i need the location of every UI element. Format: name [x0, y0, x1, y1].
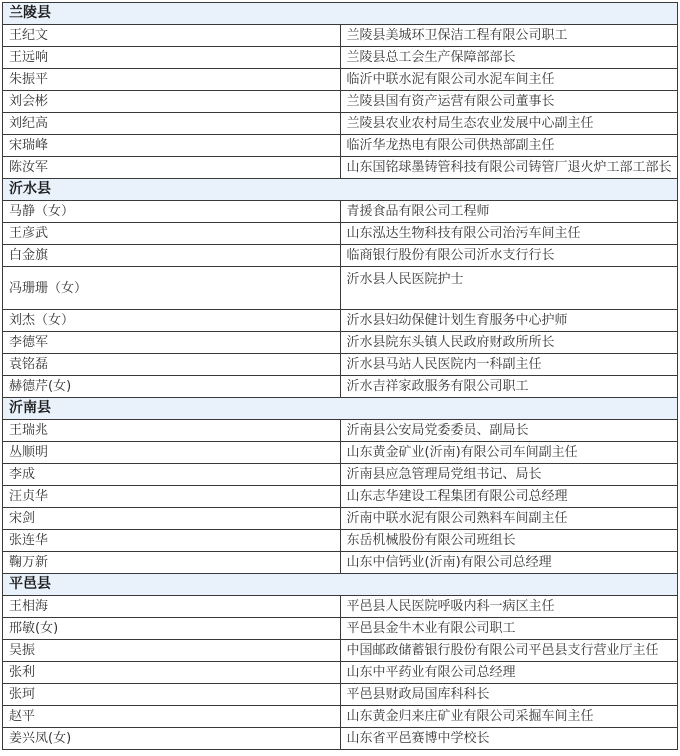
table-row [3, 486, 678, 508]
person-name: 王远响 [3, 47, 341, 69]
person-name: 张利 [3, 662, 341, 684]
table-row [3, 684, 678, 706]
table-row [3, 223, 678, 245]
table-row [3, 530, 678, 552]
table-row [3, 508, 678, 530]
person-title: 山东省平邑赛博中学校长 [340, 728, 678, 750]
table-row [3, 442, 678, 464]
person-title: 兰陵县总工会生产保障部部长 [340, 47, 678, 69]
table-row [3, 25, 678, 47]
section-header-row [3, 398, 678, 420]
table-row [3, 157, 678, 179]
person-title: 青援食品有限公司工程师 [340, 201, 678, 223]
person-title: 山东黄金归来庄矿业有限公司采掘车间主任 [340, 706, 678, 728]
table-row [3, 596, 678, 618]
section-heading: 兰陵县 [3, 3, 678, 25]
person-title: 兰陵县农业农村局生态农业发展中心副主任 [340, 113, 678, 135]
person-title: 临商银行股份有限公司沂水支行行长 [340, 245, 678, 267]
person-name: 王相海 [3, 596, 341, 618]
table-row [3, 332, 678, 354]
person-name: 宋瑞峰 [3, 135, 341, 157]
person-name: 赵平 [3, 706, 341, 728]
person-title: 沂水吉祥家政服务有限公司职工 [340, 376, 678, 398]
person-name: 丛顺明 [3, 442, 341, 464]
table-row [3, 706, 678, 728]
person-name: 刘杰（女） [3, 310, 341, 332]
person-name: 李德军 [3, 332, 341, 354]
table-row [3, 201, 678, 223]
person-title: 山东黄金矿业(沂南)有限公司车间副主任 [340, 442, 678, 464]
person-title: 东岳机械股份有限公司班组长 [340, 530, 678, 552]
person-title: 山东泓达生物科技有限公司治污车间主任 [340, 223, 678, 245]
person-name: 张连华 [3, 530, 341, 552]
section-heading: 沂水县 [3, 179, 678, 201]
section-header-row [3, 3, 678, 25]
table-row [3, 113, 678, 135]
person-title: 沂水县人民医院护士 [340, 267, 678, 310]
person-name: 陈汝军 [3, 157, 341, 179]
person-name: 吴振 [3, 640, 341, 662]
person-name: 赫德芹(女) [3, 376, 341, 398]
table-row [3, 662, 678, 684]
person-title: 中国邮政储蓄银行股份有限公司平邑县支行营业厅主任 [340, 640, 678, 662]
person-title: 兰陵县美城环卫保洁工程有限公司职工 [340, 25, 678, 47]
person-name: 汪贞华 [3, 486, 341, 508]
person-title: 沂水县马站人民医院内一科副主任 [340, 354, 678, 376]
person-title: 沂水县院东头镇人民政府财政所所长 [340, 332, 678, 354]
section-header-row [3, 574, 678, 596]
person-name: 王纪文 [3, 25, 341, 47]
person-name: 白金旗 [3, 245, 341, 267]
honoree-table [2, 2, 678, 750]
person-name: 姜兴凤(女) [3, 728, 341, 750]
table-row [3, 69, 678, 91]
person-title: 平邑县人民医院呼吸内科一病区主任 [340, 596, 678, 618]
table-row [3, 728, 678, 750]
person-name: 邢敏(女) [3, 618, 341, 640]
person-name: 宋剑 [3, 508, 341, 530]
person-title: 山东志华建设工程集团有限公司总经理 [340, 486, 678, 508]
person-title: 沂南中联水泥有限公司熟料车间副主任 [340, 508, 678, 530]
table-row [3, 135, 678, 157]
table-row [3, 618, 678, 640]
person-title: 山东中信钙业(沂南)有限公司总经理 [340, 552, 678, 574]
person-name: 冯珊珊（女） [3, 267, 341, 310]
person-title: 山东国铭球墨铸管科技有限公司铸管厂退火炉工部工部长 [340, 157, 678, 179]
person-title: 沂南县公安局党委委员、副局长 [340, 420, 678, 442]
person-title: 沂南县应急管理局党组书记、局长 [340, 464, 678, 486]
person-name: 袁铭磊 [3, 354, 341, 376]
person-name: 刘纪高 [3, 113, 341, 135]
person-title: 临沂华龙热电有限公司供热部副主任 [340, 135, 678, 157]
person-name: 王瑞兆 [3, 420, 341, 442]
table-row [3, 310, 678, 332]
person-title: 山东中平药业有限公司总经理 [340, 662, 678, 684]
person-title: 平邑县金牛木业有限公司职工 [340, 618, 678, 640]
person-name: 鞠万新 [3, 552, 341, 574]
table-row [3, 245, 678, 267]
section-heading: 平邑县 [3, 574, 678, 596]
person-title: 临沂中联水泥有限公司水泥车间主任 [340, 69, 678, 91]
section-heading: 沂南县 [3, 398, 678, 420]
person-name: 张珂 [3, 684, 341, 706]
section-header-row [3, 179, 678, 201]
honoree-table-body [3, 3, 678, 750]
table-row [3, 420, 678, 442]
table-row [3, 47, 678, 69]
table-row [3, 267, 678, 310]
person-title: 兰陵县国有资产运营有限公司董事长 [340, 91, 678, 113]
person-name: 王彦武 [3, 223, 341, 245]
person-title: 沂水县妇幼保健计划生育服务中心护师 [340, 310, 678, 332]
table-row [3, 640, 678, 662]
table-row [3, 376, 678, 398]
table-row [3, 91, 678, 113]
person-name: 朱振平 [3, 69, 341, 91]
table-row [3, 354, 678, 376]
table-row [3, 552, 678, 574]
table-row [3, 464, 678, 486]
person-name: 刘会彬 [3, 91, 341, 113]
person-name: 马静（女） [3, 201, 341, 223]
person-name: 李成 [3, 464, 341, 486]
person-title: 平邑县财政局国库科科长 [340, 684, 678, 706]
